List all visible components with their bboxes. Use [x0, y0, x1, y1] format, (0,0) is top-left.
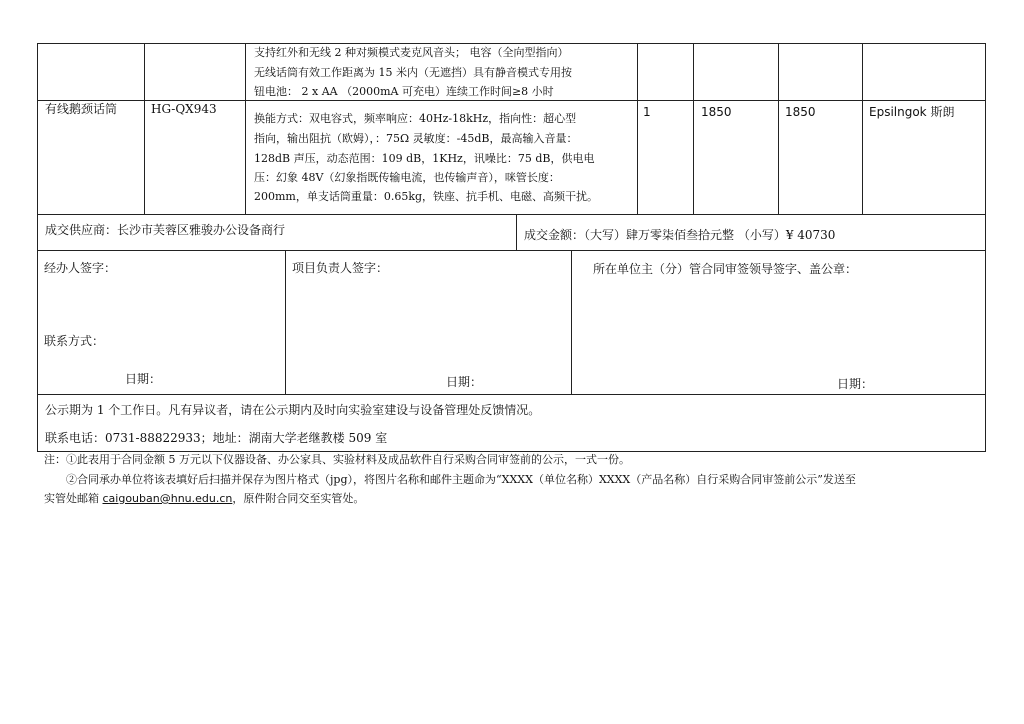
spec-line: 200mm，单支话筒重量：0.65kg，铁座、抗手机、电磁、高频干扰。: [254, 190, 599, 203]
spec-line: 钮电池： 2 x AA （2000mA 可充电）连续工作时间≥8 小时: [254, 85, 554, 98]
brand: Epsilngok 斯朗: [869, 105, 955, 119]
note-1: 注：①此表用于合同金额 5 万元以下仪器设备、办公家具、实验材料及成品软件自行采购合同审签前的公示，一式一份。: [44, 453, 630, 466]
note-2-line-2: [44, 489, 364, 509]
note-2-prefix: 实管处邮箱: [44, 492, 103, 505]
amount-text: 成交金额：（大写）肆万零柒佰叁拾元整 （小写）¥ 40730: [524, 228, 836, 242]
date-label: 日期：: [837, 377, 874, 391]
spec-line: 指向，输出阻抗（欧姆），：75Ω 灵敏度：-45dB，最高输入音量：: [254, 132, 578, 145]
spec-line: 压：幻象 48V（幻象指既传输电流，也传输声音），咪管长度：: [254, 171, 560, 184]
note-2-line-1: ②合同承办单位将该表填好后扫描并保存为图片格式（jpg），将图片名称和邮件主题命为“XXXX（单位名称）XXXX（产品名称）自行采购合同审签前公示”发送至: [66, 473, 856, 486]
product-model: HG-QX943: [151, 102, 217, 116]
contact-label: 联系方式：: [44, 334, 105, 348]
table-cell: [693, 43, 779, 101]
table-cell: [862, 43, 986, 101]
total-price: 1850: [785, 105, 816, 119]
date-label: 日期：: [125, 372, 162, 386]
table-cell: [37, 43, 145, 101]
table-cell: [637, 43, 694, 101]
product-name: 有线鹅颈话筒: [45, 102, 118, 116]
table-cell: [144, 43, 246, 101]
notice-contact: 联系电话：0731-88822933；地址：湖南大学老继教楼 509 室: [45, 431, 388, 445]
handler-signature-label: 经办人签字：: [44, 261, 117, 275]
quantity: 1: [643, 105, 651, 119]
notice-period: 公示期为 1 个工作日。凡有异议者，请在公示期内及时向实验室建设与设备管理处反馈情况。: [45, 403, 541, 417]
table-cell: [778, 43, 863, 101]
spec-line: 支持红外和无线 2 种对频模式麦克风音头； 电容（全向型指向）: [254, 46, 569, 59]
note-2-suffix: ，原件附合同交至实管处。: [232, 492, 365, 505]
spec-line: 无线话筒有效工作距离为 15 米内（无遮挡）具有静音模式专用按: [254, 66, 572, 79]
unit-leader-signature-label: 所在单位主（分）管合同审签领导签字、盖公章：: [593, 262, 858, 276]
supplier-text: 成交供应商：长沙市芙蓉区雅骏办公设备商行: [45, 223, 286, 237]
unit-price: 1850: [701, 105, 732, 119]
spec-line: 换能方式：双电容式，频率响应：40Hz-18kHz，指向性：超心型: [254, 112, 577, 125]
spec-line: 128dB 声压，动态范围：109 dB，1KHz，讯噪比：75 dB，供电电: [254, 152, 595, 165]
project-lead-signature-label: 项目负责人签字：: [292, 261, 389, 275]
email-link[interactable]: caigouban@hnu.edu.cn: [102, 492, 233, 505]
date-label: 日期：: [446, 375, 483, 389]
